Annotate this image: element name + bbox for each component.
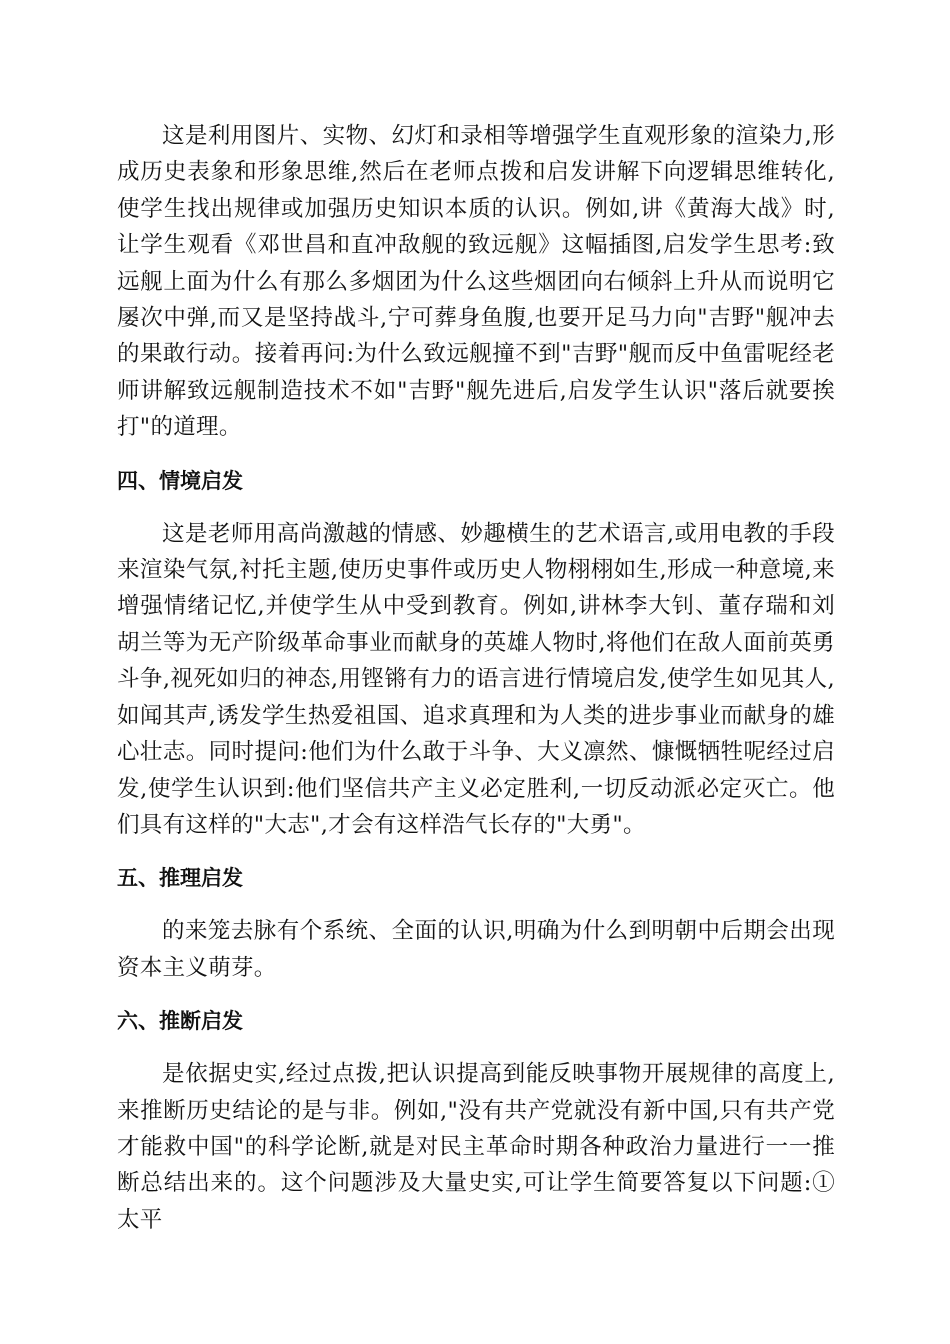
document-page — [117, 118, 835, 1238]
section-heading-inference: 六、推断启发 — [117, 1009, 243, 1034]
section-heading-reasoning: 五、推理启发 — [117, 866, 243, 891]
paragraph-inference-inspiration: 是依据史实,经过点拨,把认识提高到能反映事物开展规律的高度上,来推断历史结论的是与非。例如,"没有共产党就没有新中国,只有共产党才能救中国"的科学论断,就是对民主革命时期各种政治力量进行一一推断总结出来的。这个问题涉及大量史实,可让学生简要答复以下问题:① 太平 — [117, 1061, 835, 1233]
paragraph-visual-inspiration: 这是利用图片、实物、幻灯和录相等增强学生直观形象的渲染力,形成历史表象和形象思维,然后在老师点拨和启发讲解下向逻辑思维转化,使学生找出规律或加强历史知识本质的认识。例如,讲《黄海大战》时,让学生观看《邓世昌和直冲敌舰的致远舰》这幅插图,启发学生思考:致远舰上面为什么有那么多烟团为什么这些烟团向右倾斜上升从而说明它屡次中弹,而又是坚持战斗,宁可葬身鱼腹,也要开足马力向"吉野"舰冲去的果敢行动。接着再问:为什么致远舰撞不到"吉野"舰而反中鱼雷呢经老师讲解致远舰制造技术不如"吉野"舰先进后,启发学生认识"落后就要挨打"的道理。 — [117, 123, 835, 441]
paragraph-reasoning-inspiration: 的来笼去脉有个系统、全面的认识,明确为什么到明朝中后期会出现资本主义萌芽。 — [117, 918, 835, 981]
paragraph-situational-inspiration: 这是老师用高尚激越的情感、妙趣横生的艺术语言,或用电教的手段来渲染气氛,衬托主题,使历史事件或历史人物栩栩如生,形成一种意境,来增强情绪记忆,并使学生从中受到教育。例如,讲林李大钊、董存瑞和刘胡兰等为无产阶级革命事业而献身的英雄人物时,将他们在敌人面前英勇斗争,视死如归的神态,用铿锵有力的语言进行情境启发,使学生如见其人,如闻其声,诱发学生热爱祖国、追求真理和为人类的进步事业而献身的雄心壮志。同时提问:他们为什么敢于斗争、大义凛然、慷慨牺牲呢经过启发,使学生认识到:他们坚信共产主义必定胜利,一切反动派必定灭亡。他们具有这样的"大志",才会有这样浩气长存的"大勇"。 — [117, 520, 835, 838]
section-heading-situational: 四、情境启发 — [117, 468, 243, 493]
